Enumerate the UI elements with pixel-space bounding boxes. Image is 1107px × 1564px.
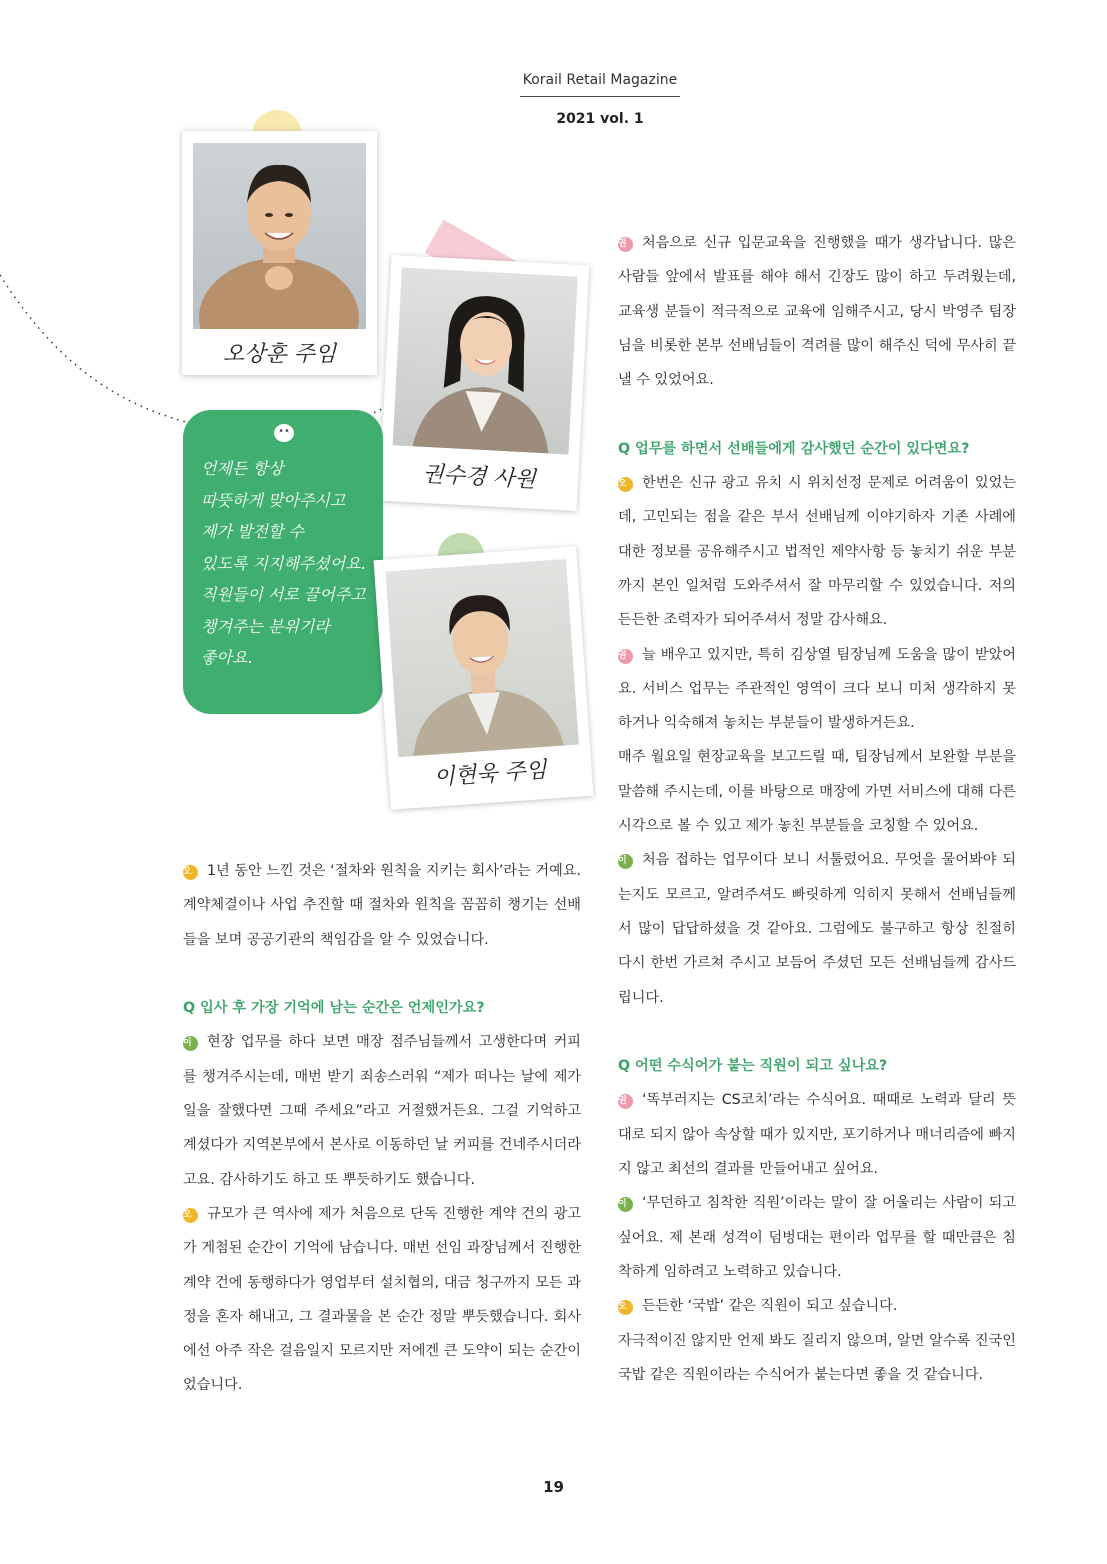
page-number: 19 (543, 1478, 564, 1496)
answer-paragraph: 오 든든한 ‘국밥’ 같은 직원이 되고 싶습니다. (618, 1298, 898, 1315)
answer-paragraph: 이 현장 업무를 하다 보면 매장 점주님들께서 고생한다며 커피를 챙겨주시는데, 매번 받기 죄송스러워 “제가 떠나는 날에 제가 일을 잘했다면 그때 주세요”라고 거절했거든요. 그걸 기억하고 계셨다가 지역본부에서 본사로 이동하던 날 커피를 건네주시더라고요. 감사하기도 하고 또 뿌듯하기도 했습니다. (183, 1034, 581, 1188)
speaker-badge-lee: 이 (618, 854, 633, 869)
speaker-badge-oh: 오 (183, 865, 198, 880)
speaker-badge-oh: 오 (183, 1208, 198, 1223)
magazine-volume: 2021 vol. 1 (556, 111, 644, 127)
polaroid-photo-lee (374, 546, 594, 810)
caption-oh: 오상훈 주임 (222, 342, 337, 367)
right-column (618, 226, 1016, 1392)
photo-oh (193, 143, 366, 329)
polaroid-photo-oh (182, 131, 377, 375)
left-column (183, 854, 581, 1403)
polaroid-photo-kwon (379, 255, 590, 511)
quote-card-pin: •• (274, 424, 294, 442)
answer-paragraph: 자극적이진 않지만 언제 봐도 질리지 않으며, 알면 알수록 진국인 국밥 같은 직원이라는 수식어가 붙는다면 좋을 것 같습니다. (618, 1332, 1016, 1383)
answer-paragraph: 매주 월요일 현장교육을 보고드릴 때, 팀장님께서 보완할 부분을 말씀해 주시는데, 이를 바탕으로 매장에 가면 서비스에 대해 다른 시각으로 볼 수 있고 제가 놓친 부분들을 코칭할 수 있어요. (618, 749, 1016, 835)
answer-paragraph: 권 늘 배우고 있지만, 특히 김상열 팀장님께 도움을 많이 받았어요. 서비스 업무는 주관적인 영역이 크다 보니 미처 생각하지 못하거나 익숙해져 놓치는 부분들이 발생하거든요. (618, 646, 1016, 732)
question-heading: Q 어떤 수식어가 붙는 직원이 되고 싶나요? (618, 1058, 888, 1075)
answer-paragraph: 이 ‘무던하고 침착한 직원’이라는 말이 잘 어울리는 사람이 되고 싶어요. 제 본래 성격이 덤벙대는 편이라 업무를 할 때만큼은 침착하게 임하려고 노력하고 있습니다. (618, 1195, 1016, 1280)
photo-lee (385, 559, 579, 757)
speaker-badge-oh: 오 (618, 477, 633, 492)
magazine-title: Korail Retail Magazine (520, 72, 680, 97)
answer-paragraph: 이 처음 접하는 업무이다 보니 서툴렀어요. 무엇을 물어봐야 되는지도 모르고, 알려주셔도 빠릿하게 익히지 못해서 선배님들께서 많이 답답하셨을 것 같아요. 그럼에도 불구하고 항상 친절히 다시 한번 가르쳐 주시고 보듬어 주셨던 모든 선배님들께 감사드립니다. (618, 852, 1016, 1006)
answer-paragraph: 오 규모가 큰 역사에 제가 처음으로 단독 진행한 계약 건의 광고가 게첨된 순간이 기억에 남습니다. 매번 선임 과장님께서 진행한 계약 건에 동행하다가 영업부터 설치협의, 대금 청구까지 모든 과정을 혼자 해내고, 그 결과물을 본 순간 정말 뿌듯했습니다. 회사에선 아주 작은 걸음일지 모르지만 저에겐 큰 도약이 되는 순간이었습니다. (183, 1205, 581, 1394)
question-heading: Q 입사 후 가장 기억에 남는 순간은 언제인가요? (183, 1000, 485, 1017)
caption-kwon: 권수경 사원 (421, 461, 537, 493)
answer-paragraph: 오 1년 동안 느낀 것은 ‘절차와 원칙을 지키는 회사’라는 거예요. 계약체결이나 사업 추진할 때 절차와 원칙을 꼼꼼히 챙기는 선배들을 보며 공공기관의 책임감을 알 수 있었습니다. (183, 863, 581, 948)
caption-lee: 이현욱 주임 (432, 757, 548, 791)
speaker-badge-kwon: 권 (618, 237, 633, 252)
speaker-badge-kwon: 권 (618, 649, 633, 664)
photo-kwon (393, 268, 578, 455)
quote-card-text: 언제든 항상 따뜻하게 맞아주시고 제가 발전할 수 있도록 지지해주셨어요. 직원들이 서로 끌어주고 챙겨주는 분위기라 좋아요. (201, 459, 366, 667)
question-heading: Q 업무를 하면서 선배들에게 감사했던 순간이 있다면요? (618, 440, 970, 457)
magazine-header (500, 72, 700, 127)
speaker-badge-lee: 이 (183, 1036, 198, 1051)
answer-paragraph: 권 처음으로 신규 입문교육을 진행했을 때가 생각납니다. 많은 사람들 앞에서 발표를 해야 해서 긴장도 많이 하고 두려웠는데, 교육생 분들이 적극적으로 교육에 임해주시고, 당시 박영주 팀장님을 비롯한 본부 선배님들이 격려를 많이 해주신 덕에 무사히 끝낼 수 있었어요. (618, 235, 1016, 389)
answer-paragraph: 권 ‘똑부러지는 CS코치’라는 수식어요. 때때로 노력과 달리 뜻대로 되지 않아 속상할 때가 있지만, 포기하거나 매너리즘에 빠지지 않고 최선의 결과를 만들어내고 싶어요. (618, 1092, 1016, 1178)
speaker-badge-kwon: 권 (618, 1094, 633, 1109)
speaker-badge-oh: 오 (618, 1300, 633, 1315)
answer-paragraph: 오 한번은 신규 광고 유치 시 위치선정 문제로 어려움이 있었는데, 고민되는 점을 같은 부서 선배님께 이야기하자 기존 사례에 대한 정보를 공유해주시고 법적인 제약사항 등 놓치기 쉬운 부분까지 본인 일처럼 도와주셔서 잘 마무리할 수 있었습니다. 저의 든든한 조력자가 되어주셔서 정말 감사해요. (618, 475, 1016, 629)
speaker-badge-lee: 이 (618, 1197, 633, 1212)
